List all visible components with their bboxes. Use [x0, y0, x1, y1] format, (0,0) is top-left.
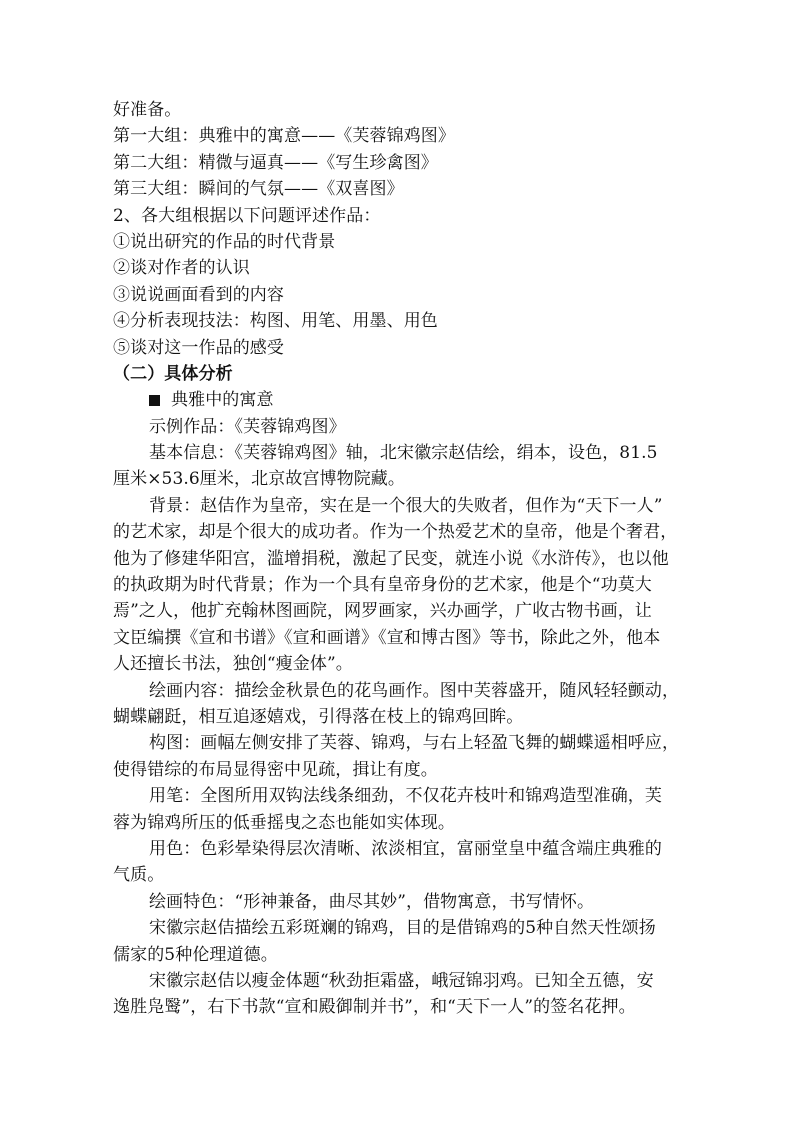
paragraph-line: 宋徽宗赵佶描绘五彩斑斓的锦鸡，目的是借锦鸡的5种自然天性颂扬 [149, 918, 656, 939]
paragraph-line: 宋徽宗赵佶以瘦金体题“秋劲拒霜盛，峨冠锦羽鸡。已知全五德，安 [149, 970, 654, 991]
question-item: ②谈对作者的认识 [113, 258, 250, 279]
paragraph-line: 构图：画幅左侧安排了芙蓉、锦鸡，与右上轻盈飞舞的蝴蝶遥相呼应， [149, 733, 680, 754]
question-item: ③说说画面看到的内容 [113, 284, 284, 305]
example-work-line: 示例作品：《芙蓉锦鸡图》 [149, 416, 346, 437]
paragraph-line: 使得错综的布局显得密中见疏，揖让有度。 [113, 759, 438, 780]
paragraph-line: 逸胜凫鹥”，右下书款“宣和殿御制并书”，和“天下一人”的签名花押。 [113, 997, 636, 1018]
subsection-title: 典雅中的寓意 [171, 390, 274, 411]
question-item: ①说出研究的作品的时代背景 [113, 231, 336, 252]
paragraph-line: 他为了修建华阳宫，滥增捐税，激起了民变，就连小说《水浒传》，也以他 [113, 548, 669, 569]
text-line: 好准备。 [113, 100, 182, 120]
paragraph-line: 的执政期为时代背景；作为一个具有皇帝身份的艺术家，他是个“功莫大 [113, 575, 652, 596]
paragraph-line: 焉”之人，他扩充翰林图画院，网罗画家，兴办画学，广收古物书画，让 [113, 601, 652, 622]
paragraph-line: 绘画特色：“形神兼备，曲尽其妙”，借物寓意，书写情怀。 [149, 891, 595, 912]
group-one-line: 第一大组：典雅中的寓意——《芙蓉锦鸡图》 [113, 126, 455, 147]
paragraph-line: 用色：色彩晕染得层次清晰、浓淡相宜，富丽堂皇中蕴含端庄典雅的 [149, 838, 662, 859]
paragraph-line: 人还擅长书法，独创“瘦金体”。 [113, 654, 353, 675]
paragraph-line: 绘画内容：描绘金秋景色的花鸟画作。图中芙蓉盛开，随风轻轻颤动， [149, 680, 680, 701]
subsection-heading [113, 387, 723, 413]
paragraph-line: 厘米×53.6厘米，北京故宫博物院藏。 [113, 469, 405, 490]
paragraph-line: 背景：赵佶作为皇帝，实在是一个很大的失败者，但作为“天下一人” [149, 495, 663, 516]
section-heading: （二）具体分析 [113, 363, 233, 384]
group-three-line: 第三大组：瞬间的气氛——《双喜图》 [113, 179, 404, 200]
task-heading: 2、各大组根据以下问题评述作品： [113, 205, 381, 226]
paragraph-line: 气质。 [113, 865, 165, 886]
paragraph-line: 蝴蝶翩跹，相互追逐嬉戏，引得落在枝上的锦鸡回眸。 [113, 706, 524, 727]
group-two-line: 第二大组：精微与逼真——《写生珍禽图》 [113, 152, 438, 173]
paragraph-line: 用笔：全图所用双钩法线条细劲，不仅花卉枝叶和锦鸡造型准确，芙 [149, 786, 662, 807]
paragraph-line: 儒家的5种伦理道德。 [113, 944, 278, 965]
paragraph-line: 蓉为锦鸡所压的低垂摇曳之态也能如实体现。 [113, 812, 455, 833]
question-item: ⑤谈对这一作品的感受 [113, 337, 284, 358]
question-item: ④分析表现技法：构图、用笔、用墨、用色 [113, 311, 438, 332]
square-bullet-icon [149, 395, 160, 406]
paragraph-line: 基本信息：《芙蓉锦鸡图》轴，北宋徽宗赵佶绘，绢本，设色，81.5 [149, 443, 658, 464]
paragraph-line: 文臣编撰《宣和书谱》《宣和画谱》《宣和博古图》等书，除此之外，他本 [113, 627, 661, 648]
paragraph-line: 的艺术家，却是个很大的成功者。作为一个热爱艺术的皇帝，他是个奢君， [113, 522, 678, 543]
document-body [113, 97, 723, 1021]
